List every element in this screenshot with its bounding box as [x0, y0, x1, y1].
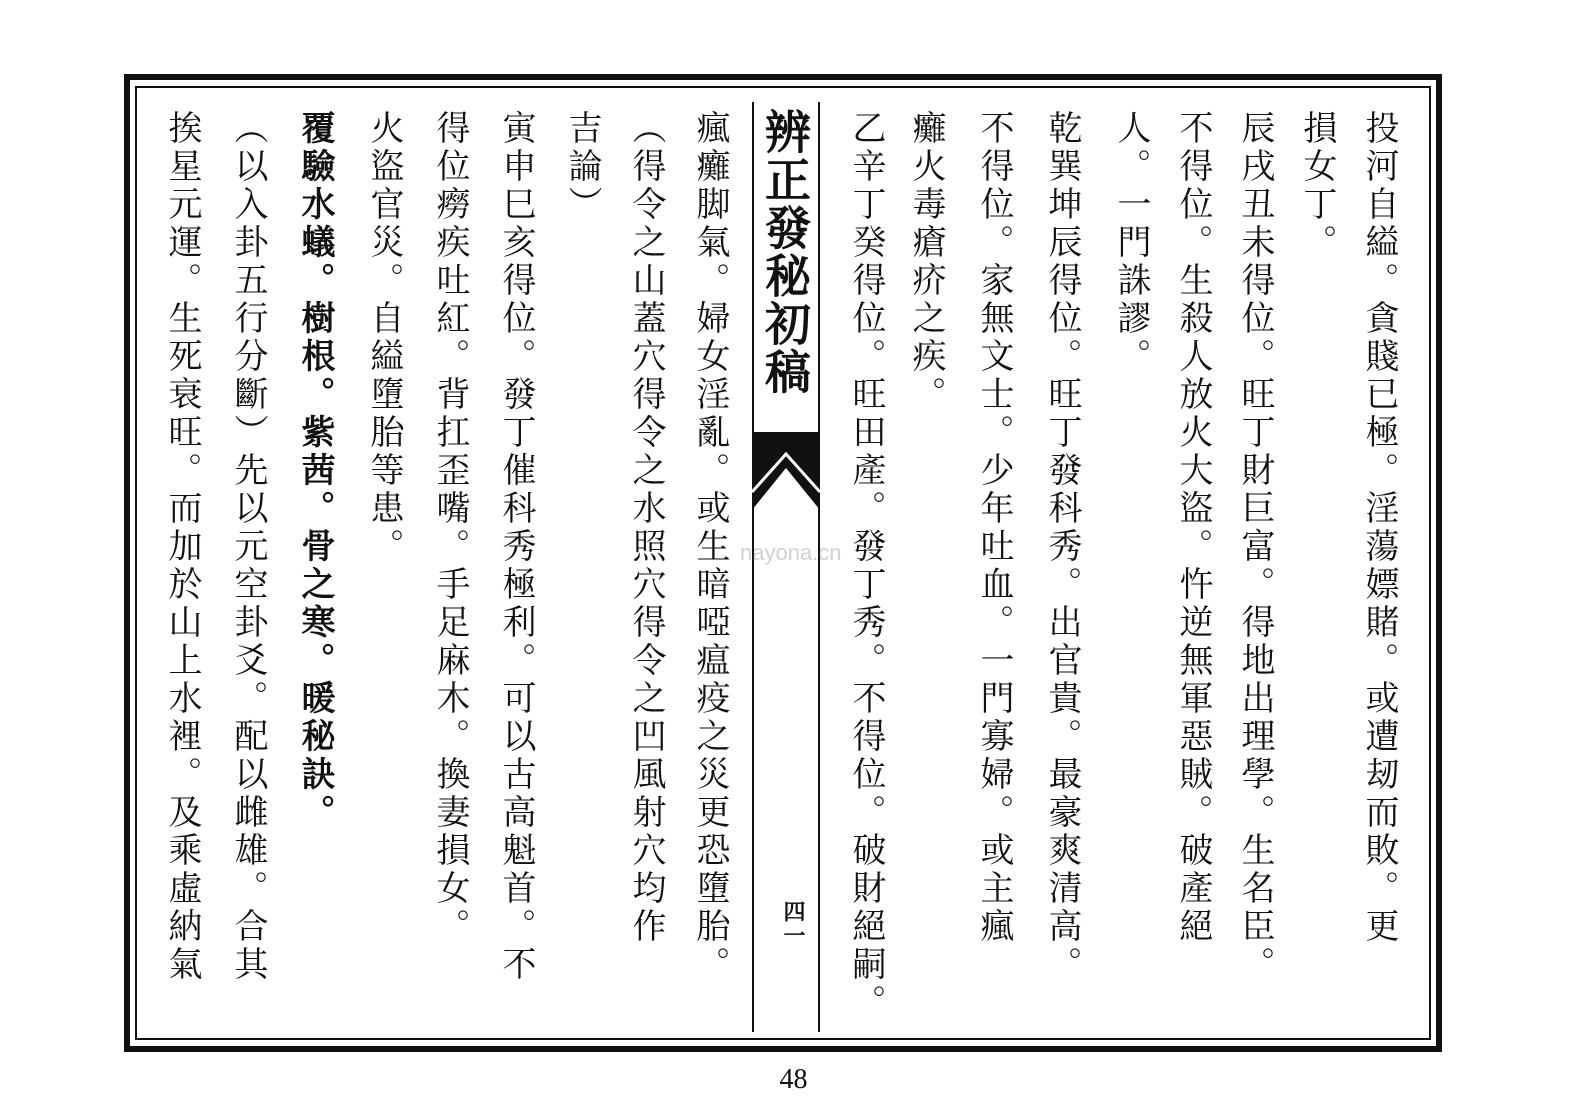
text-column: 不得位。生殺人放火大盜。忤逆無軍惡賊。破產絕 [1173, 110, 1213, 946]
text-column: 瘋癱脚氣。婦女淫亂。或生暗啞瘟疫之災更恐墮胎。 [690, 110, 730, 984]
text-column: 挨星元運。生死衰旺。而加於山上水裡。及乘虛納氣 [162, 110, 202, 984]
book-title: 辨正發秘初稿 [758, 108, 812, 396]
page-number: 48 [779, 1064, 808, 1095]
text-column: 不得位。家無文士。少年吐血。一門寡婦。或主瘋 [974, 110, 1014, 946]
text-column: （得令之山蓋穴得令之水照穴得令之凹風射穴均作 [626, 110, 666, 946]
text-column: 乾巽坤辰得位。旺丁發科秀。出官貴。最豪爽清高。 [1042, 110, 1082, 984]
text-column: 投河自縊。貪賤已極。淫蕩嫖賭。或遭刼而敗。更 [1359, 110, 1399, 946]
text-column: 損女丁。 [1297, 110, 1337, 262]
fishtail-ornament [752, 432, 820, 510]
text-column: 辰戌丑未得位。旺丁財巨富。得地出理學。生名臣。 [1235, 110, 1275, 984]
text-column: 人。一門誅謬。 [1111, 110, 1151, 376]
text-column: 得位癆疾吐紅。背扛歪嘴。手足麻木。換妻損女。 [430, 110, 470, 946]
text-column: 寅申巳亥得位。發丁催科秀極利。可以古高魁首。不 [496, 110, 536, 984]
text-column: 吉論） [562, 110, 602, 224]
text-column: 火盜官災。自縊墮胎等患。 [364, 110, 404, 566]
folio-number: 四一 [780, 900, 806, 948]
text-column: （以入卦五行分斷）先以元空卦爻。配以雌雄。合其 [228, 110, 268, 984]
section-heading-column: 覆驗水蟻。樹根。紫茜。骨之寒。暖秘訣。 [295, 110, 335, 832]
text-column: 乙辛丁癸得位。旺田產。發丁秀。不得位。破財絕嗣。 [846, 110, 886, 1022]
watermark-text: nayona.cn [740, 540, 842, 565]
text-column: 癱火毒瘡疥之疾。 [906, 110, 946, 414]
